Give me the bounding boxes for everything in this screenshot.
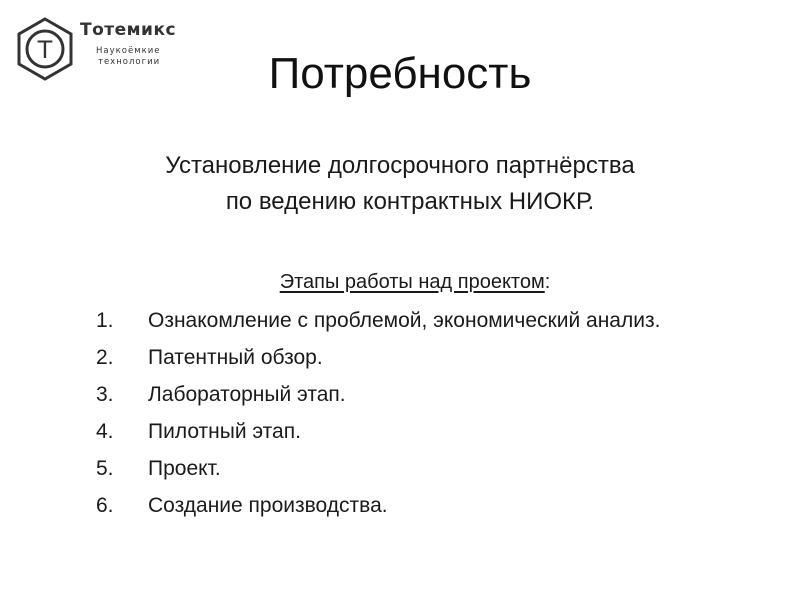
stages-heading-colon: : bbox=[544, 271, 551, 293]
list-item-text: Патентный обзор. bbox=[148, 346, 323, 369]
stages-heading bbox=[0, 268, 800, 296]
list-item bbox=[96, 306, 736, 336]
logo-letter: Т bbox=[37, 36, 53, 64]
list-item-number: 1. bbox=[96, 309, 114, 332]
logo-name: Тотемикс bbox=[80, 20, 177, 40]
list-item bbox=[96, 417, 736, 447]
list-item-number: 4. bbox=[96, 420, 114, 443]
list-item-number: 6. bbox=[96, 494, 114, 517]
logo-tagline-line2: технологии bbox=[98, 57, 161, 67]
list-item-text: Пилотный этап. bbox=[148, 420, 301, 443]
list-item bbox=[96, 343, 736, 373]
subtitle-line2: по ведению контрактных НИОКР. bbox=[225, 188, 595, 215]
subtitle-line1: Установление долгосрочного партнёрства bbox=[165, 152, 635, 179]
stages-heading-text: Этапы работы над проектом bbox=[279, 271, 545, 293]
logo-tagline-line1: Наукоёмкие bbox=[96, 46, 161, 56]
list-item-text: Проект. bbox=[148, 457, 221, 480]
list-item bbox=[96, 380, 736, 410]
slide-subtitle bbox=[40, 148, 760, 220]
list-item-text: Создание производства. bbox=[148, 494, 388, 517]
list-item bbox=[96, 454, 736, 484]
slide-title: Потребность bbox=[268, 49, 532, 98]
list-item bbox=[96, 491, 736, 521]
list-item-text: Лабораторный этап. bbox=[148, 383, 346, 406]
list-item-text: Ознакомление с проблемой, экономический анализ. bbox=[148, 309, 661, 332]
list-item-number: 3. bbox=[96, 383, 114, 406]
list-item-number: 5. bbox=[96, 457, 114, 480]
stages-list bbox=[96, 306, 736, 528]
list-item-number: 2. bbox=[96, 346, 114, 369]
